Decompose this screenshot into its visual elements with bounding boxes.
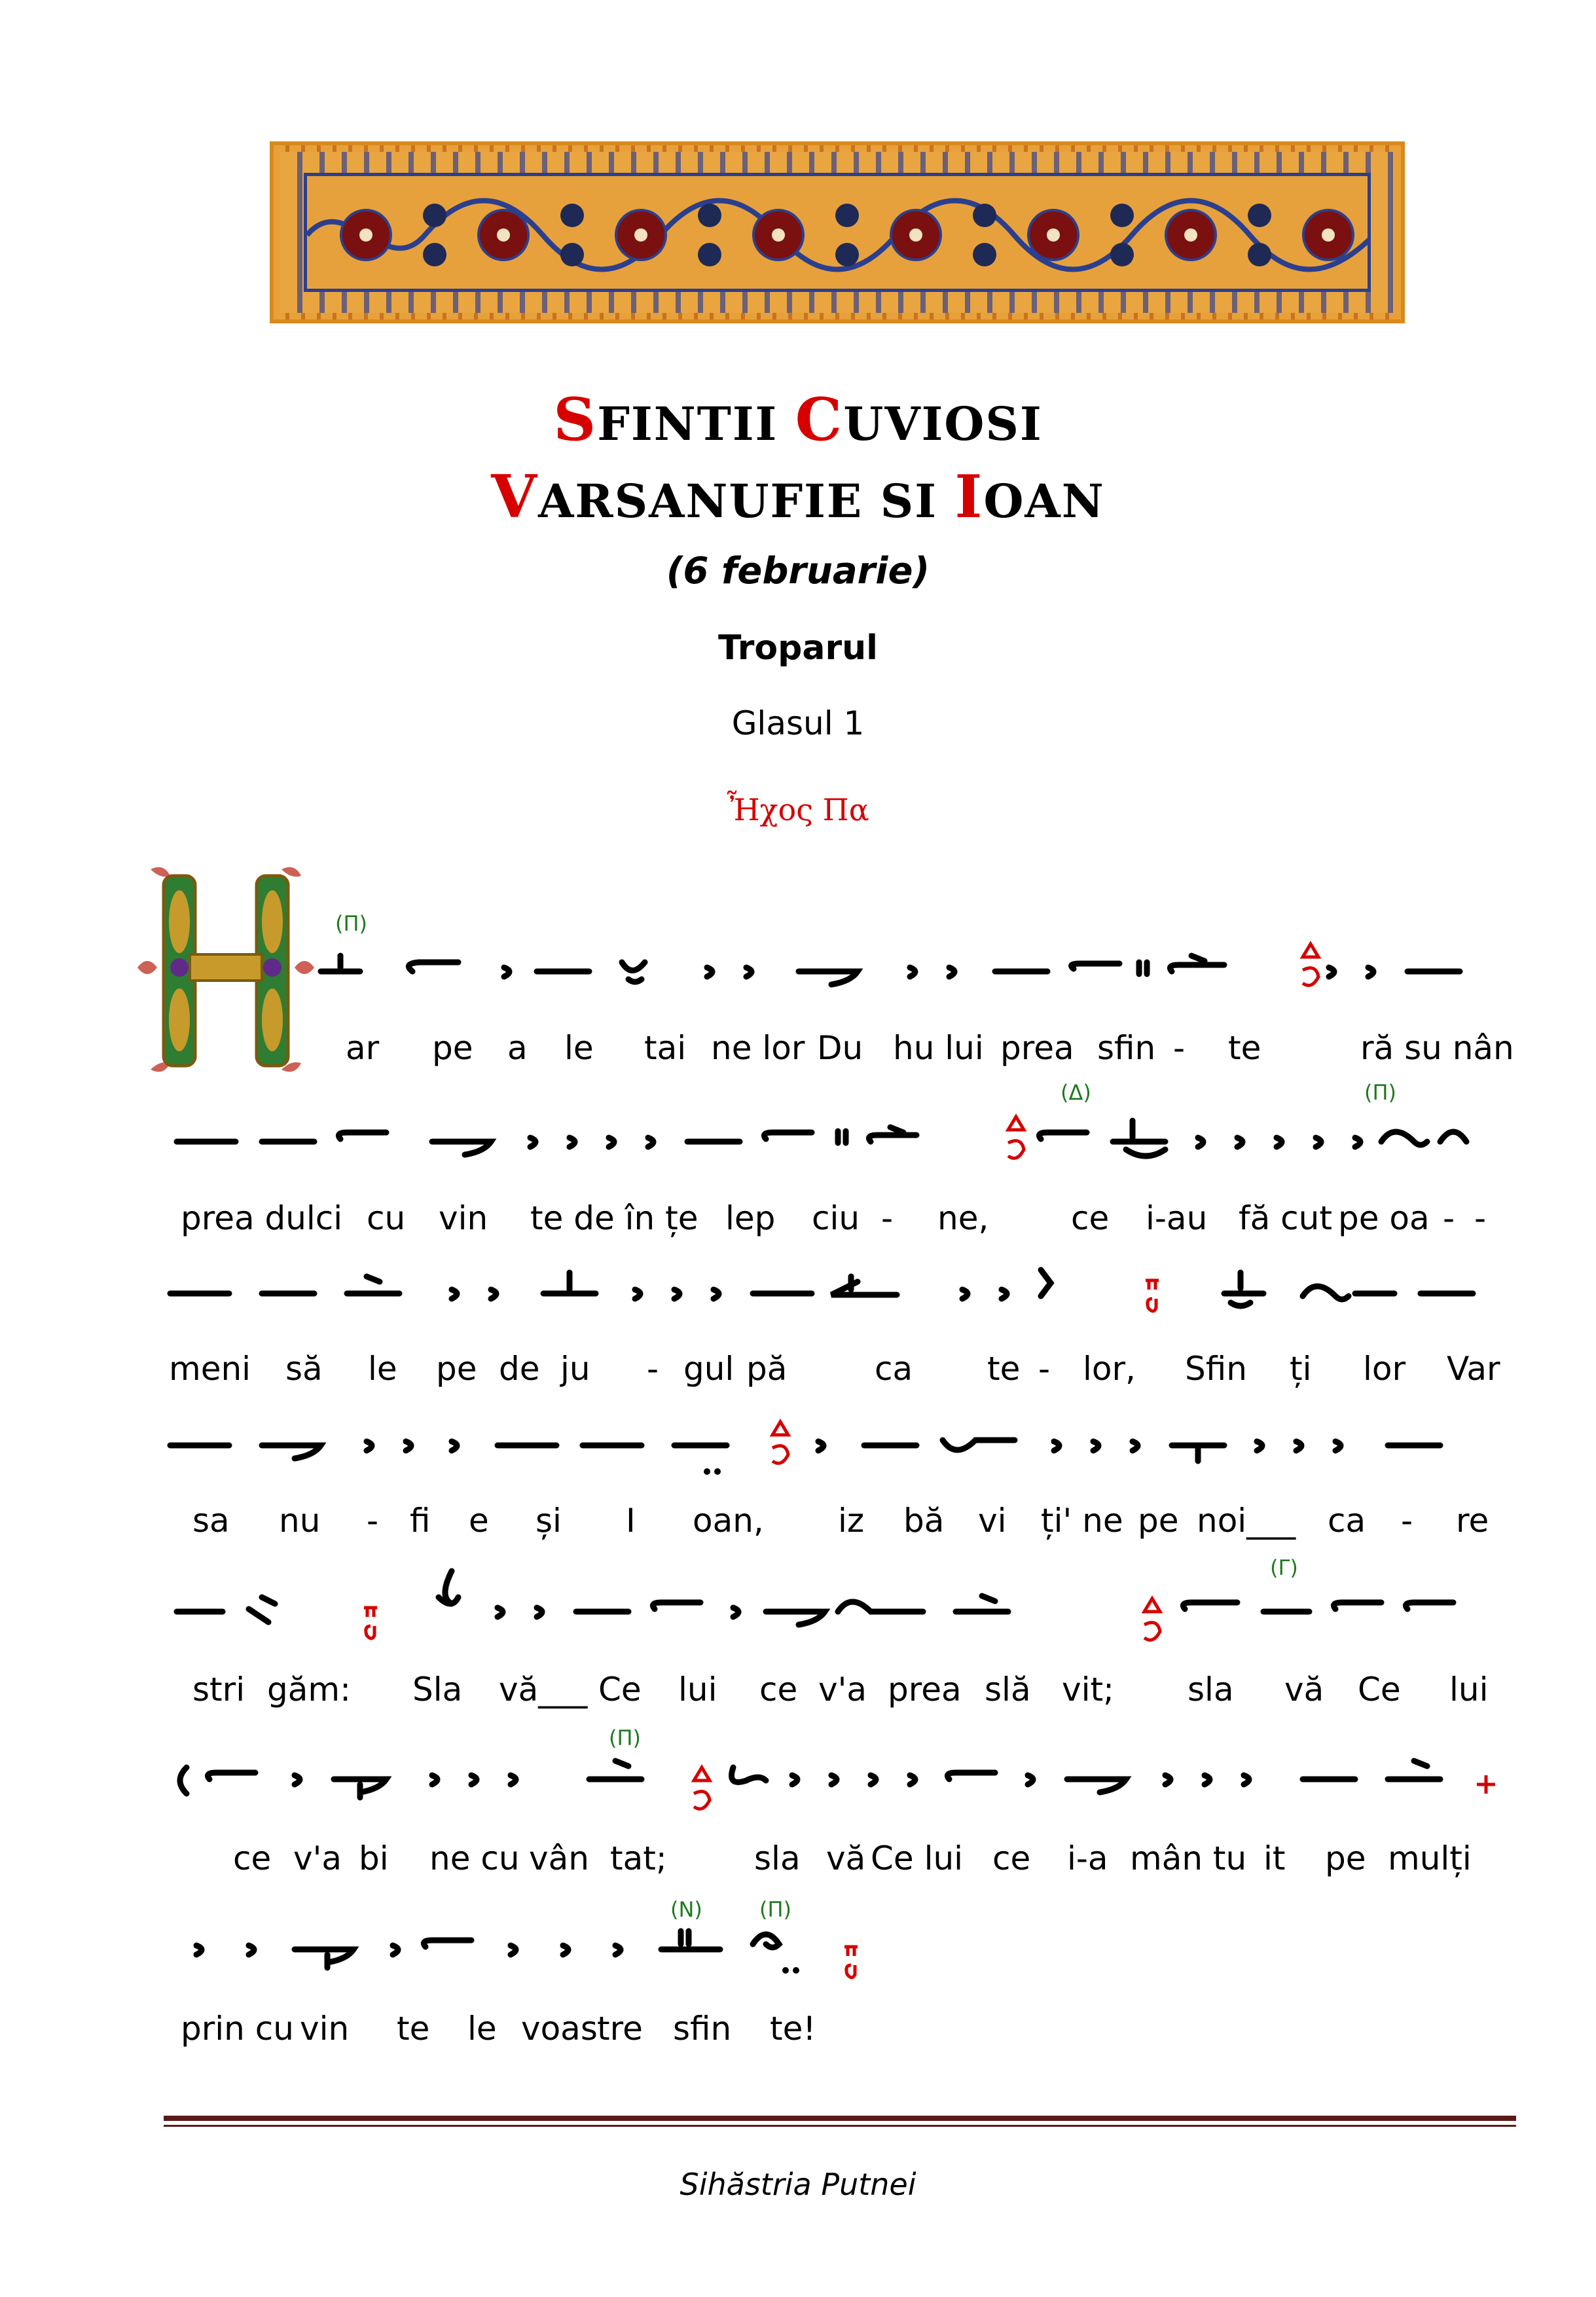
title-word-3-rest: ARSANUFIE SI — [538, 474, 955, 528]
syllable: - — [647, 1350, 659, 1388]
neume-marker: (Π) — [609, 1726, 642, 1750]
neume-marker: (Π) — [759, 1897, 792, 1922]
syllable: tre — [597, 2010, 643, 2048]
syllable: vă — [826, 1839, 866, 1877]
syllable: pe — [436, 1350, 477, 1388]
syllable: Ce — [598, 1671, 642, 1709]
syllable: le — [564, 1029, 594, 1067]
syllable: iz — [838, 1502, 865, 1540]
syllable: lor, — [1083, 1350, 1136, 1388]
syllable: tat; — [610, 1839, 667, 1877]
syllable: lui — [678, 1671, 717, 1709]
syllable: pă — [746, 1350, 788, 1388]
syllable: v'a — [293, 1839, 342, 1877]
syllable: bă — [903, 1502, 945, 1540]
syllable: ți' ne — [1041, 1502, 1123, 1540]
syllable: pe — [1138, 1502, 1179, 1540]
syllable: ca — [875, 1350, 913, 1388]
syllable: vân — [529, 1839, 589, 1877]
syllable: sla — [1188, 1671, 1234, 1709]
syllable: cu — [367, 1199, 406, 1237]
syllable: mân tu — [1130, 1839, 1247, 1877]
syllable: vi — [978, 1502, 1007, 1540]
syllable: vin — [300, 2010, 350, 2048]
syllable: prea — [888, 1671, 962, 1709]
syllable: sfin — [673, 2010, 732, 2048]
syllable: vă — [1284, 1671, 1324, 1709]
syllable: Ce lui — [871, 1839, 964, 1877]
syllable: nu — [279, 1502, 321, 1540]
syllable: meni — [169, 1350, 251, 1388]
syllable: tai — [644, 1029, 687, 1067]
syllable: sla — [754, 1839, 801, 1877]
syllable: prea dulci — [181, 1199, 343, 1237]
syllable: stri — [192, 1671, 245, 1709]
footer-text: Sihăstria Putnei — [680, 2167, 916, 2202]
syllable: pe — [1325, 1839, 1366, 1877]
syllable: lor — [1363, 1350, 1406, 1388]
syllable: ți — [1290, 1350, 1312, 1388]
feast-date: (6 februarie) — [666, 550, 930, 592]
syllable: te — [397, 2010, 430, 2048]
syllable: pe oa — [1338, 1199, 1430, 1237]
syllable: v'a — [818, 1671, 867, 1709]
syllable: i-a — [1067, 1839, 1108, 1877]
syllable: fă cut — [1239, 1199, 1332, 1237]
syllable: pe — [432, 1029, 473, 1067]
syllable: re — [1456, 1502, 1489, 1540]
syllable: ce — [1071, 1199, 1110, 1237]
syllable: te de în țe — [530, 1199, 698, 1237]
syllable: ar — [346, 1029, 380, 1067]
syllable: te — [987, 1350, 1021, 1388]
syllable: noi___ — [1197, 1502, 1296, 1540]
syllable: bi — [359, 1839, 389, 1877]
syllable: hu lui — [893, 1029, 984, 1067]
title-initial-s: S — [553, 385, 598, 454]
syllable: sfin — [1097, 1029, 1156, 1067]
syllable: Ce — [1358, 1671, 1401, 1709]
syllable: - — [1401, 1502, 1413, 1540]
syllable: vit; — [1062, 1671, 1114, 1709]
syllable: ce — [992, 1839, 1031, 1877]
syllable: te! — [770, 2010, 816, 2048]
syllable: - — [367, 1502, 379, 1540]
echos-marking: Ἦχος Πα — [727, 792, 869, 827]
neume-marker: (Δ) — [1061, 1080, 1091, 1105]
syllable: le — [368, 1350, 397, 1388]
syllable: lui — [1449, 1671, 1489, 1709]
hymn-type: Troparul — [718, 628, 878, 668]
syllable: ne, — [937, 1199, 989, 1237]
syllable: ne lor — [711, 1029, 805, 1067]
syllable: mulți — [1388, 1839, 1472, 1877]
syllable: ră su nân — [1360, 1029, 1514, 1067]
syllable: le — [467, 2010, 497, 2048]
syllable: - — [881, 1199, 894, 1237]
syllable: e — [469, 1502, 489, 1540]
syllable: - — [1474, 1199, 1487, 1237]
syllable: it — [1263, 1839, 1286, 1877]
neume-marker: (Ν) — [670, 1897, 702, 1922]
syllable: - — [1443, 1199, 1455, 1237]
title-initial-i: I — [954, 462, 984, 532]
syllable: a — [507, 1029, 528, 1067]
syllable: i-au — [1146, 1199, 1208, 1237]
syllable: prea — [1000, 1029, 1074, 1067]
syllable: slă — [985, 1671, 1031, 1709]
syllable: de — [499, 1350, 540, 1388]
syllable: să — [285, 1350, 323, 1388]
syllable: fi — [410, 1502, 431, 1540]
title-word-2-rest: UVIOSI — [843, 397, 1043, 451]
neume-marker: (Π) — [1364, 1080, 1397, 1105]
footer-rule-thin — [164, 2125, 1516, 2127]
title-word-4-rest: OAN — [983, 474, 1105, 528]
tone-label: Glasul 1 — [731, 704, 865, 742]
neume-marker: (Γ) — [1270, 1555, 1298, 1580]
title-initial-v: V — [491, 462, 539, 532]
syllable: - — [1038, 1350, 1051, 1388]
syllable: Var — [1447, 1350, 1500, 1388]
syllable: ne cu — [429, 1839, 520, 1877]
title-word-1-rest: FINTII — [597, 397, 795, 451]
syllable: Sla — [412, 1671, 463, 1709]
syllable: Sfin — [1185, 1350, 1247, 1388]
syllable: lep — [725, 1199, 776, 1237]
syllable: găm: — [267, 1671, 351, 1709]
syllable: ca — [1328, 1502, 1366, 1540]
syllable: vă___ — [499, 1671, 588, 1709]
syllable: ce — [233, 1839, 272, 1877]
footer-rule-thick — [164, 2116, 1516, 2121]
syllable: ciu — [812, 1199, 860, 1237]
syllable: Du — [817, 1029, 863, 1067]
syllable: te — [1228, 1029, 1261, 1067]
syllable: vin — [439, 1199, 488, 1237]
syllable: și — [535, 1502, 562, 1540]
neume-marker: (Π) — [335, 911, 368, 936]
syllable: oan, — [693, 1502, 764, 1540]
syllable: ju — [560, 1350, 590, 1388]
syllable: voas — [521, 2010, 598, 2048]
syllable: sa — [192, 1502, 230, 1540]
syllable: - — [1173, 1029, 1186, 1067]
syllable: I — [626, 1502, 636, 1540]
syllable: gul — [683, 1350, 735, 1388]
title-initial-c: C — [795, 385, 844, 454]
syllable: prin cu — [181, 2010, 294, 2048]
syllable: ce — [759, 1671, 798, 1709]
